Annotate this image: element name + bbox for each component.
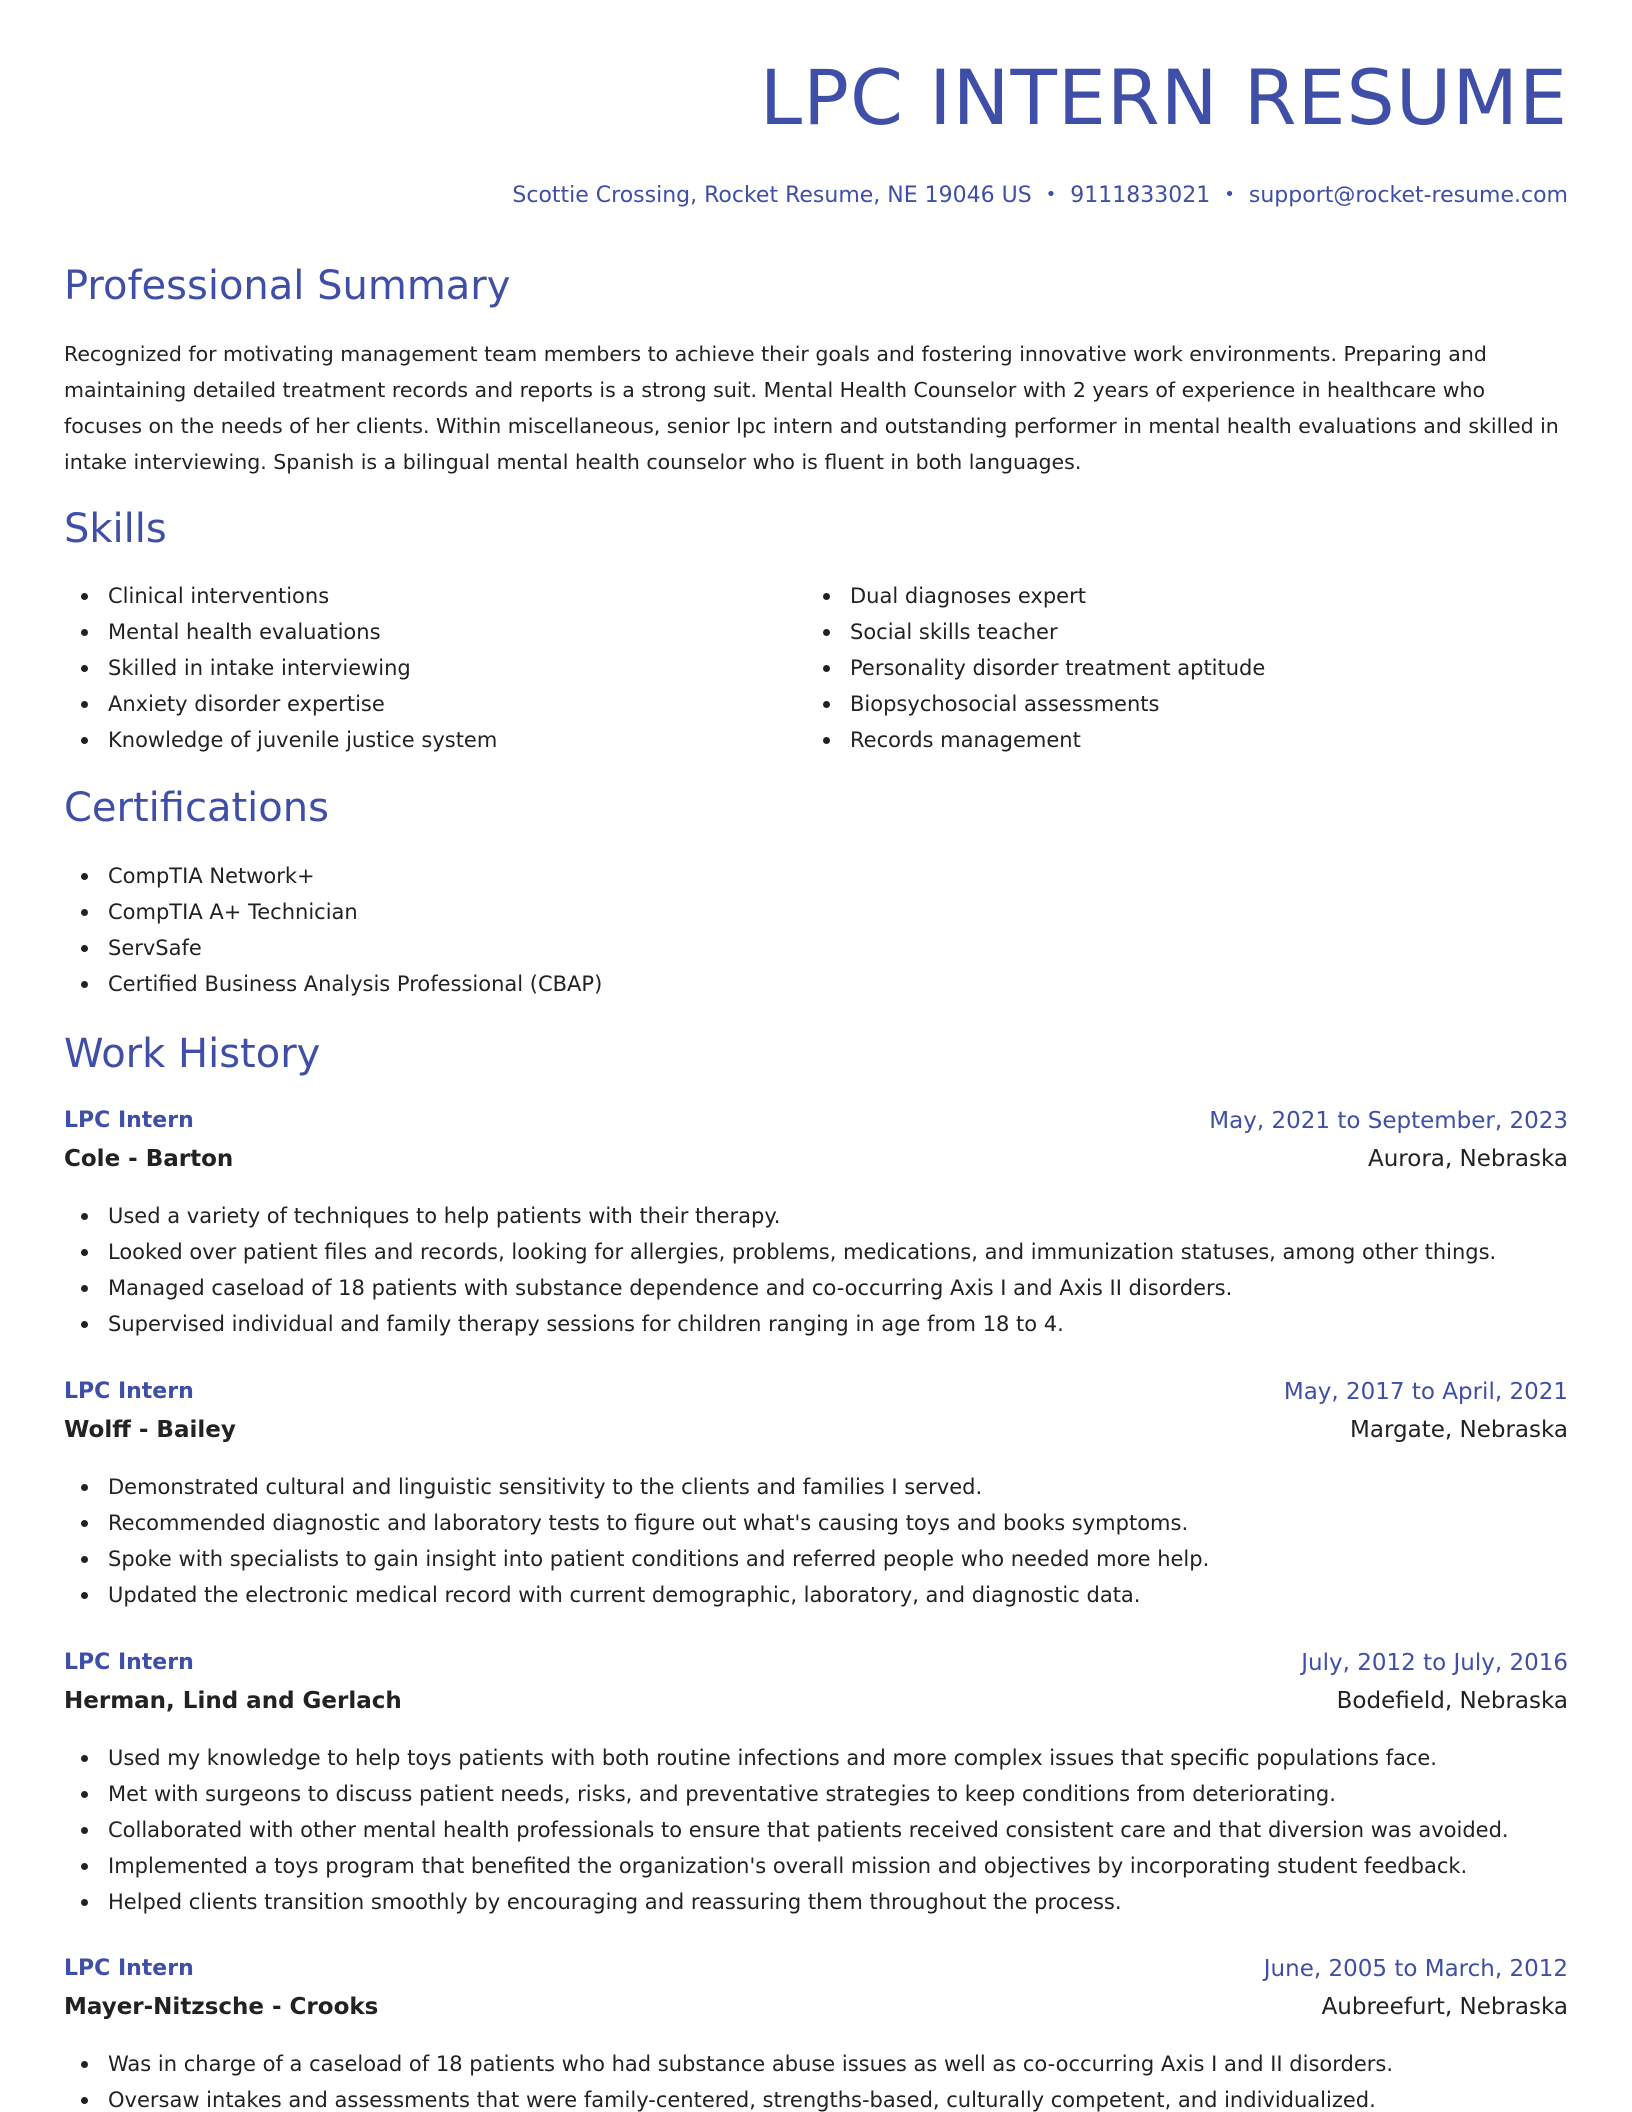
job-entry (64, 1379, 1568, 1613)
contact-separator: • (1045, 184, 1057, 205)
skill-item: Dual diagnoses expert (806, 578, 1265, 614)
job-dates: July, 2012 to July, 2016 (1301, 1650, 1568, 1676)
skill-item: Mental health evaluations (64, 614, 497, 650)
job-bullet: Collaborated with other mental health professionals to ensure that patients received consistent care and that diversion was avoided. (64, 1812, 1568, 1848)
certification-item: ServSafe (64, 930, 602, 966)
job-entry (64, 1650, 1568, 1920)
job-bullet: Looked over patient files and records, looking for allergies, problems, medications, and immunization statuses, among other things. (64, 1234, 1568, 1270)
contact-email[interactable]: support@rocket-resume.com (1248, 183, 1568, 208)
contact-separator: • (1224, 184, 1235, 205)
job-entry (64, 1108, 1568, 1342)
job-bullet: Used my knowledge to help toys patients with both routine infections and more complex issues that specific populations face. (64, 1740, 1568, 1776)
job-bullet: Recommended diagnostic and laboratory tests to figure out what's causing toys and books symptoms. (64, 1505, 1568, 1541)
job-location: Aubreefurt, Nebraska (1321, 1994, 1568, 2020)
job-location: Margate, Nebraska (1350, 1417, 1568, 1443)
job-bullets (64, 1198, 1568, 1342)
job-location: Bodefield, Nebraska (1336, 1688, 1568, 1714)
skill-item: Social skills teacher (806, 614, 1265, 650)
job-title: LPC Intern (64, 1379, 194, 1404)
certification-item: CompTIA A+ Technician (64, 894, 602, 930)
certifications-heading: Certifications (64, 785, 329, 831)
skill-item: Personality disorder treatment aptitude (806, 650, 1265, 686)
skill-item: Knowledge of juvenile justice system (64, 722, 497, 758)
job-location: Aurora, Nebraska (1367, 1146, 1568, 1172)
resume-title: LPC INTERN RESUME (759, 53, 1568, 142)
contact-address: Scottie Crossing, Rocket Resume, NE 19046 US (512, 183, 1032, 208)
job-title: LPC Intern (64, 1108, 194, 1133)
contact-line (512, 183, 1568, 208)
skill-item: Anxiety disorder expertise (64, 686, 497, 722)
certification-item: CompTIA Network+ (64, 858, 602, 894)
job-dates: May, 2021 to September, 2023 (1209, 1108, 1568, 1134)
job-bullet: Managed caseload of 18 patients with substance dependence and co-occurring Axis I and Axis II disorders. (64, 1270, 1568, 1306)
job-bullet: Supervised individual and family therapy sessions for children ranging in age from 18 to 4. (64, 1306, 1568, 1342)
skill-item: Records management (806, 722, 1265, 758)
skills-heading: Skills (64, 506, 167, 552)
job-bullet: Was in charge of a caseload of 18 patients who had substance abuse issues as well as co-occurring Axis I and II disorders. (64, 2046, 1568, 2082)
summary-text: Recognized for motivating management team members to achieve their goals and fostering innovative work environments. Preparing and maintaining detailed treatment records and reports is a strong suit. Mental Health Counselor with 2 years of experience in healthcare who focuses on the needs of her clients. Within miscellaneous, senior lpc intern and outstanding performer in mental health evaluations and skilled in intake interviewing. Spanish is a bilingual mental health counselor who is fluent in both languages. (64, 342, 1559, 474)
certification-item: Certified Business Analysis Professional (CBAP) (64, 966, 602, 1002)
job-bullet: Demonstrated cultural and linguistic sensitivity to the clients and families I served. (64, 1469, 1568, 1505)
job-dates: May, 2017 to April, 2021 (1283, 1379, 1568, 1405)
summary-heading: Professional Summary (64, 263, 511, 309)
skill-item: Clinical interventions (64, 578, 497, 614)
skill-item: Biopsychosocial assessments (806, 686, 1265, 722)
job-company: Mayer-Nitzsche - Crooks (64, 1994, 379, 2020)
certifications-list (64, 858, 602, 1002)
job-bullet: Used a variety of techniques to help patients with their therapy. (64, 1198, 1568, 1234)
job-bullet: Oversaw intakes and assessments that were family-centered, strengths-based, culturally competent, and individualized. (64, 2082, 1568, 2112)
job-bullets (64, 1740, 1568, 1920)
skills-list-right (806, 578, 1265, 758)
job-dates: June, 2005 to March, 2012 (1263, 1956, 1568, 1982)
contact-phone: 9111833021 (1070, 183, 1211, 208)
job-company: Wolff - Bailey (64, 1417, 236, 1443)
job-company: Herman, Lind and Gerlach (64, 1688, 402, 1714)
job-company: Cole - Barton (64, 1146, 234, 1172)
skills-list-left (64, 578, 497, 758)
job-bullet: Implemented a toys program that benefited the organization's overall mission and objectives by incorporating student feedback. (64, 1848, 1568, 1884)
skill-item: Skilled in intake interviewing (64, 650, 497, 686)
job-bullet: Helped clients transition smoothly by encouraging and reassuring them throughout the process. (64, 1884, 1568, 1920)
job-title: LPC Intern (64, 1956, 194, 1981)
job-bullet: Spoke with specialists to gain insight into patient conditions and referred people who needed more help. (64, 1541, 1568, 1577)
job-bullets (64, 1469, 1568, 1613)
job-title: LPC Intern (64, 1650, 194, 1675)
work-history-heading: Work History (64, 1031, 321, 1077)
job-entry (64, 1956, 1568, 2112)
job-bullet: Updated the electronic medical record with current demographic, laboratory, and diagnostic data. (64, 1577, 1568, 1613)
job-bullets (64, 2046, 1568, 2112)
job-bullet: Met with surgeons to discuss patient needs, risks, and preventative strategies to keep conditions from deteriorating. (64, 1776, 1568, 1812)
